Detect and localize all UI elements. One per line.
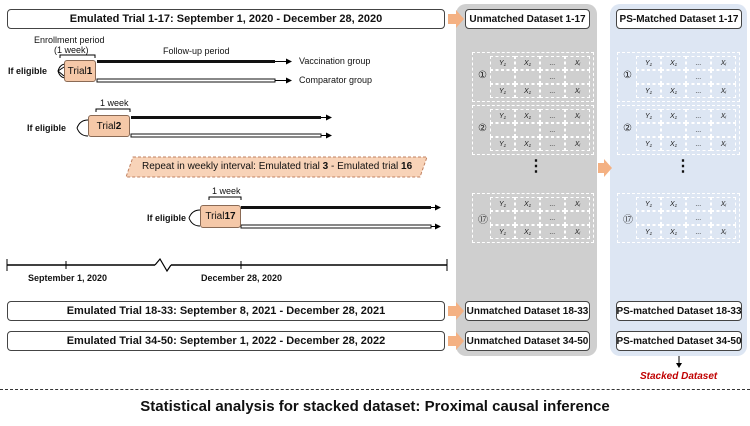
unmatched-table-1-cell: Xᵢ xyxy=(565,56,590,70)
unmatched-table-index-3: ⑰ xyxy=(478,215,488,226)
unmatched-title-18-33: Unmatched Dataset 18-33 xyxy=(465,301,590,321)
matched-table-3-cell xyxy=(661,211,686,225)
matched-table-3-cell: Y₁ xyxy=(636,197,661,211)
matched-table-2-cell: Xᵢ xyxy=(711,109,736,123)
matched-table-1-cell: Y₁ xyxy=(636,56,661,70)
matched-table-1-cell: X₁ xyxy=(661,56,686,70)
matched-table-2-cell: Xᵢ xyxy=(711,137,736,151)
unmatched-table-1-cell: Y₁ xyxy=(490,56,515,70)
matched-table-2-cell xyxy=(661,123,686,137)
arrow-header-18 xyxy=(448,302,464,320)
unmatched-table-3-cell: Xᵢ xyxy=(565,225,590,239)
matched-table-1-cell xyxy=(661,70,686,84)
trial-1-box: Trial 1 xyxy=(64,60,96,82)
unmatched-table-1-cell: ... xyxy=(540,84,565,98)
header-trial-34-50: Emulated Trial 34-50: September 1, 2022 - December 28, 2022 xyxy=(7,331,445,351)
trial-17-box: Trial 17 xyxy=(200,205,241,228)
unmatched-vdots: ⋮ xyxy=(528,158,544,175)
one-week-label-2: 1 week xyxy=(100,98,129,108)
matched-table-3-cell xyxy=(711,211,736,225)
matched-table-3-cell: ... xyxy=(686,197,711,211)
if-eligible-17: If eligible xyxy=(147,213,187,223)
unmatched-table-2 xyxy=(490,109,590,151)
unmatched-table-3-cell xyxy=(490,211,515,225)
unmatched-table-2-cell: X₁ xyxy=(515,109,540,123)
unmatched-table-1-cell: ... xyxy=(540,56,565,70)
matched-table-3-cell xyxy=(636,211,661,225)
matched-table-index-1: ① xyxy=(623,70,632,81)
unmatched-table-index-2: ② xyxy=(478,123,487,134)
matched-table-2-cell: ... xyxy=(686,109,711,123)
matched-title-1-17: PS-Matched Dataset 1-17 xyxy=(616,9,742,29)
unmatched-table-2-cell: Y₁ xyxy=(490,137,515,151)
footer-divider xyxy=(0,389,750,390)
unmatched-table-3-cell: X₁ xyxy=(515,197,540,211)
unmatched-table-1 xyxy=(490,56,590,98)
matched-table-2-cell xyxy=(636,123,661,137)
matched-table-1-cell: ... xyxy=(686,84,711,98)
header-trial-1-17: Emulated Trial 1-17: September 1, 2020 - December 28, 2020 xyxy=(7,9,445,29)
arrow-header-1 xyxy=(448,10,464,28)
one-week-label-17: 1 week xyxy=(212,186,241,196)
matched-table-3 xyxy=(636,197,736,239)
unmatched-table-1-cell: Y₁ xyxy=(490,84,515,98)
unmatched-table-2-cell xyxy=(565,123,590,137)
date-start-label: September 1, 2020 xyxy=(28,273,108,283)
unmatched-table-2-cell: Xᵢ xyxy=(565,109,590,123)
matched-table-1 xyxy=(636,56,736,98)
matched-table-2-cell: ... xyxy=(686,137,711,151)
unmatched-table-3 xyxy=(490,197,590,239)
matched-table-3-cell: X₁ xyxy=(661,197,686,211)
matched-table-2-cell: X₁ xyxy=(661,109,686,123)
unmatched-table-3-cell: ... xyxy=(540,225,565,239)
unmatched-table-2-cell: X₁ xyxy=(515,137,540,151)
unmatched-title-34-50: Unmatched Dataset 34-50 xyxy=(465,331,590,351)
stacked-dataset-label: Stacked Dataset xyxy=(640,371,718,382)
one-week-paren-label: (1 week) xyxy=(54,45,89,55)
matched-table-1-cell: Xᵢ xyxy=(711,56,736,70)
matched-table-index-3: ⑰ xyxy=(623,215,633,226)
header-trial-18-33: Emulated Trial 18-33: September 8, 2021 - December 28, 2021 xyxy=(7,301,445,321)
unmatched-table-1-cell xyxy=(490,70,515,84)
matched-table-index-2: ② xyxy=(623,123,632,134)
matched-vdots: ⋮ xyxy=(675,158,691,175)
matched-table-1-cell xyxy=(636,70,661,84)
matched-table-1-cell: Xᵢ xyxy=(711,84,736,98)
unmatched-table-index-1: ① xyxy=(478,70,487,81)
matched-table-3-cell: Xᵢ xyxy=(711,197,736,211)
unmatched-table-2-cell: Xᵢ xyxy=(565,137,590,151)
matched-table-2-cell: ... xyxy=(686,123,711,137)
unmatched-table-1-cell xyxy=(515,70,540,84)
matched-table-3-cell: X₁ xyxy=(661,225,686,239)
unmatched-table-1-cell: Xᵢ xyxy=(565,84,590,98)
matched-table-2-cell: Y₁ xyxy=(636,109,661,123)
arrow-header-34 xyxy=(448,332,464,350)
unmatched-table-1-cell: ... xyxy=(540,70,565,84)
matched-table-2-cell xyxy=(711,123,736,137)
arrow-panels xyxy=(598,159,612,177)
matched-table-3-cell: ... xyxy=(686,225,711,239)
repeat-text: Repeat in weekly interval: Emulated trial 3 - Emulated trial 16 xyxy=(142,161,413,172)
if-eligible-1: If eligible xyxy=(8,66,48,76)
unmatched-table-2-cell xyxy=(490,123,515,137)
unmatched-table-1-cell xyxy=(565,70,590,84)
unmatched-table-2-cell: ... xyxy=(540,137,565,151)
unmatched-table-2-cell: ... xyxy=(540,109,565,123)
unmatched-table-3-cell: ... xyxy=(540,211,565,225)
comparator-group-label: Comparator group xyxy=(299,75,373,85)
unmatched-table-3-cell: ... xyxy=(540,197,565,211)
matched-title-34-50: PS-matched Dataset 34-50 xyxy=(616,331,742,351)
matched-table-1-cell: Y₁ xyxy=(636,84,661,98)
unmatched-table-2-cell: ... xyxy=(540,123,565,137)
unmatched-table-2-cell xyxy=(515,123,540,137)
followup-period-label: Follow-up period xyxy=(163,46,230,56)
matched-table-1-cell: ... xyxy=(686,70,711,84)
unmatched-title-1-17: Unmatched Dataset 1-17 xyxy=(465,9,590,29)
unmatched-table-1-cell: X₁ xyxy=(515,56,540,70)
matched-table-1-cell: X₁ xyxy=(661,84,686,98)
unmatched-table-3-cell: X₁ xyxy=(515,225,540,239)
enrollment-period-label: Enrollment period xyxy=(34,35,105,45)
footer-title: Statistical analysis for stacked dataset: Proximal causal inference xyxy=(140,398,610,415)
vaccination-group-label: Vaccination group xyxy=(299,56,371,66)
matched-table-3-cell: Y₁ xyxy=(636,225,661,239)
unmatched-table-1-cell: X₁ xyxy=(515,84,540,98)
date-end-label: December 28, 2020 xyxy=(201,273,283,283)
if-eligible-2: If eligible xyxy=(27,123,67,133)
unmatched-table-3-cell: Y₁ xyxy=(490,197,515,211)
matched-table-3-cell: ... xyxy=(686,211,711,225)
matched-table-1-cell xyxy=(711,70,736,84)
matched-table-2 xyxy=(636,109,736,151)
matched-table-3-cell: Xᵢ xyxy=(711,225,736,239)
unmatched-table-3-cell: Y₁ xyxy=(490,225,515,239)
matched-table-2-cell: X₁ xyxy=(661,137,686,151)
matched-title-18-33: PS-matched Dataset 18-33 xyxy=(616,301,742,321)
matched-table-1-cell: ... xyxy=(686,56,711,70)
unmatched-table-3-cell xyxy=(565,211,590,225)
matched-table-2-cell: Y₁ xyxy=(636,137,661,151)
trial-2-box: Trial 2 xyxy=(88,115,130,137)
unmatched-table-3-cell xyxy=(515,211,540,225)
unmatched-table-3-cell: Xᵢ xyxy=(565,197,590,211)
unmatched-table-2-cell: Y₁ xyxy=(490,109,515,123)
